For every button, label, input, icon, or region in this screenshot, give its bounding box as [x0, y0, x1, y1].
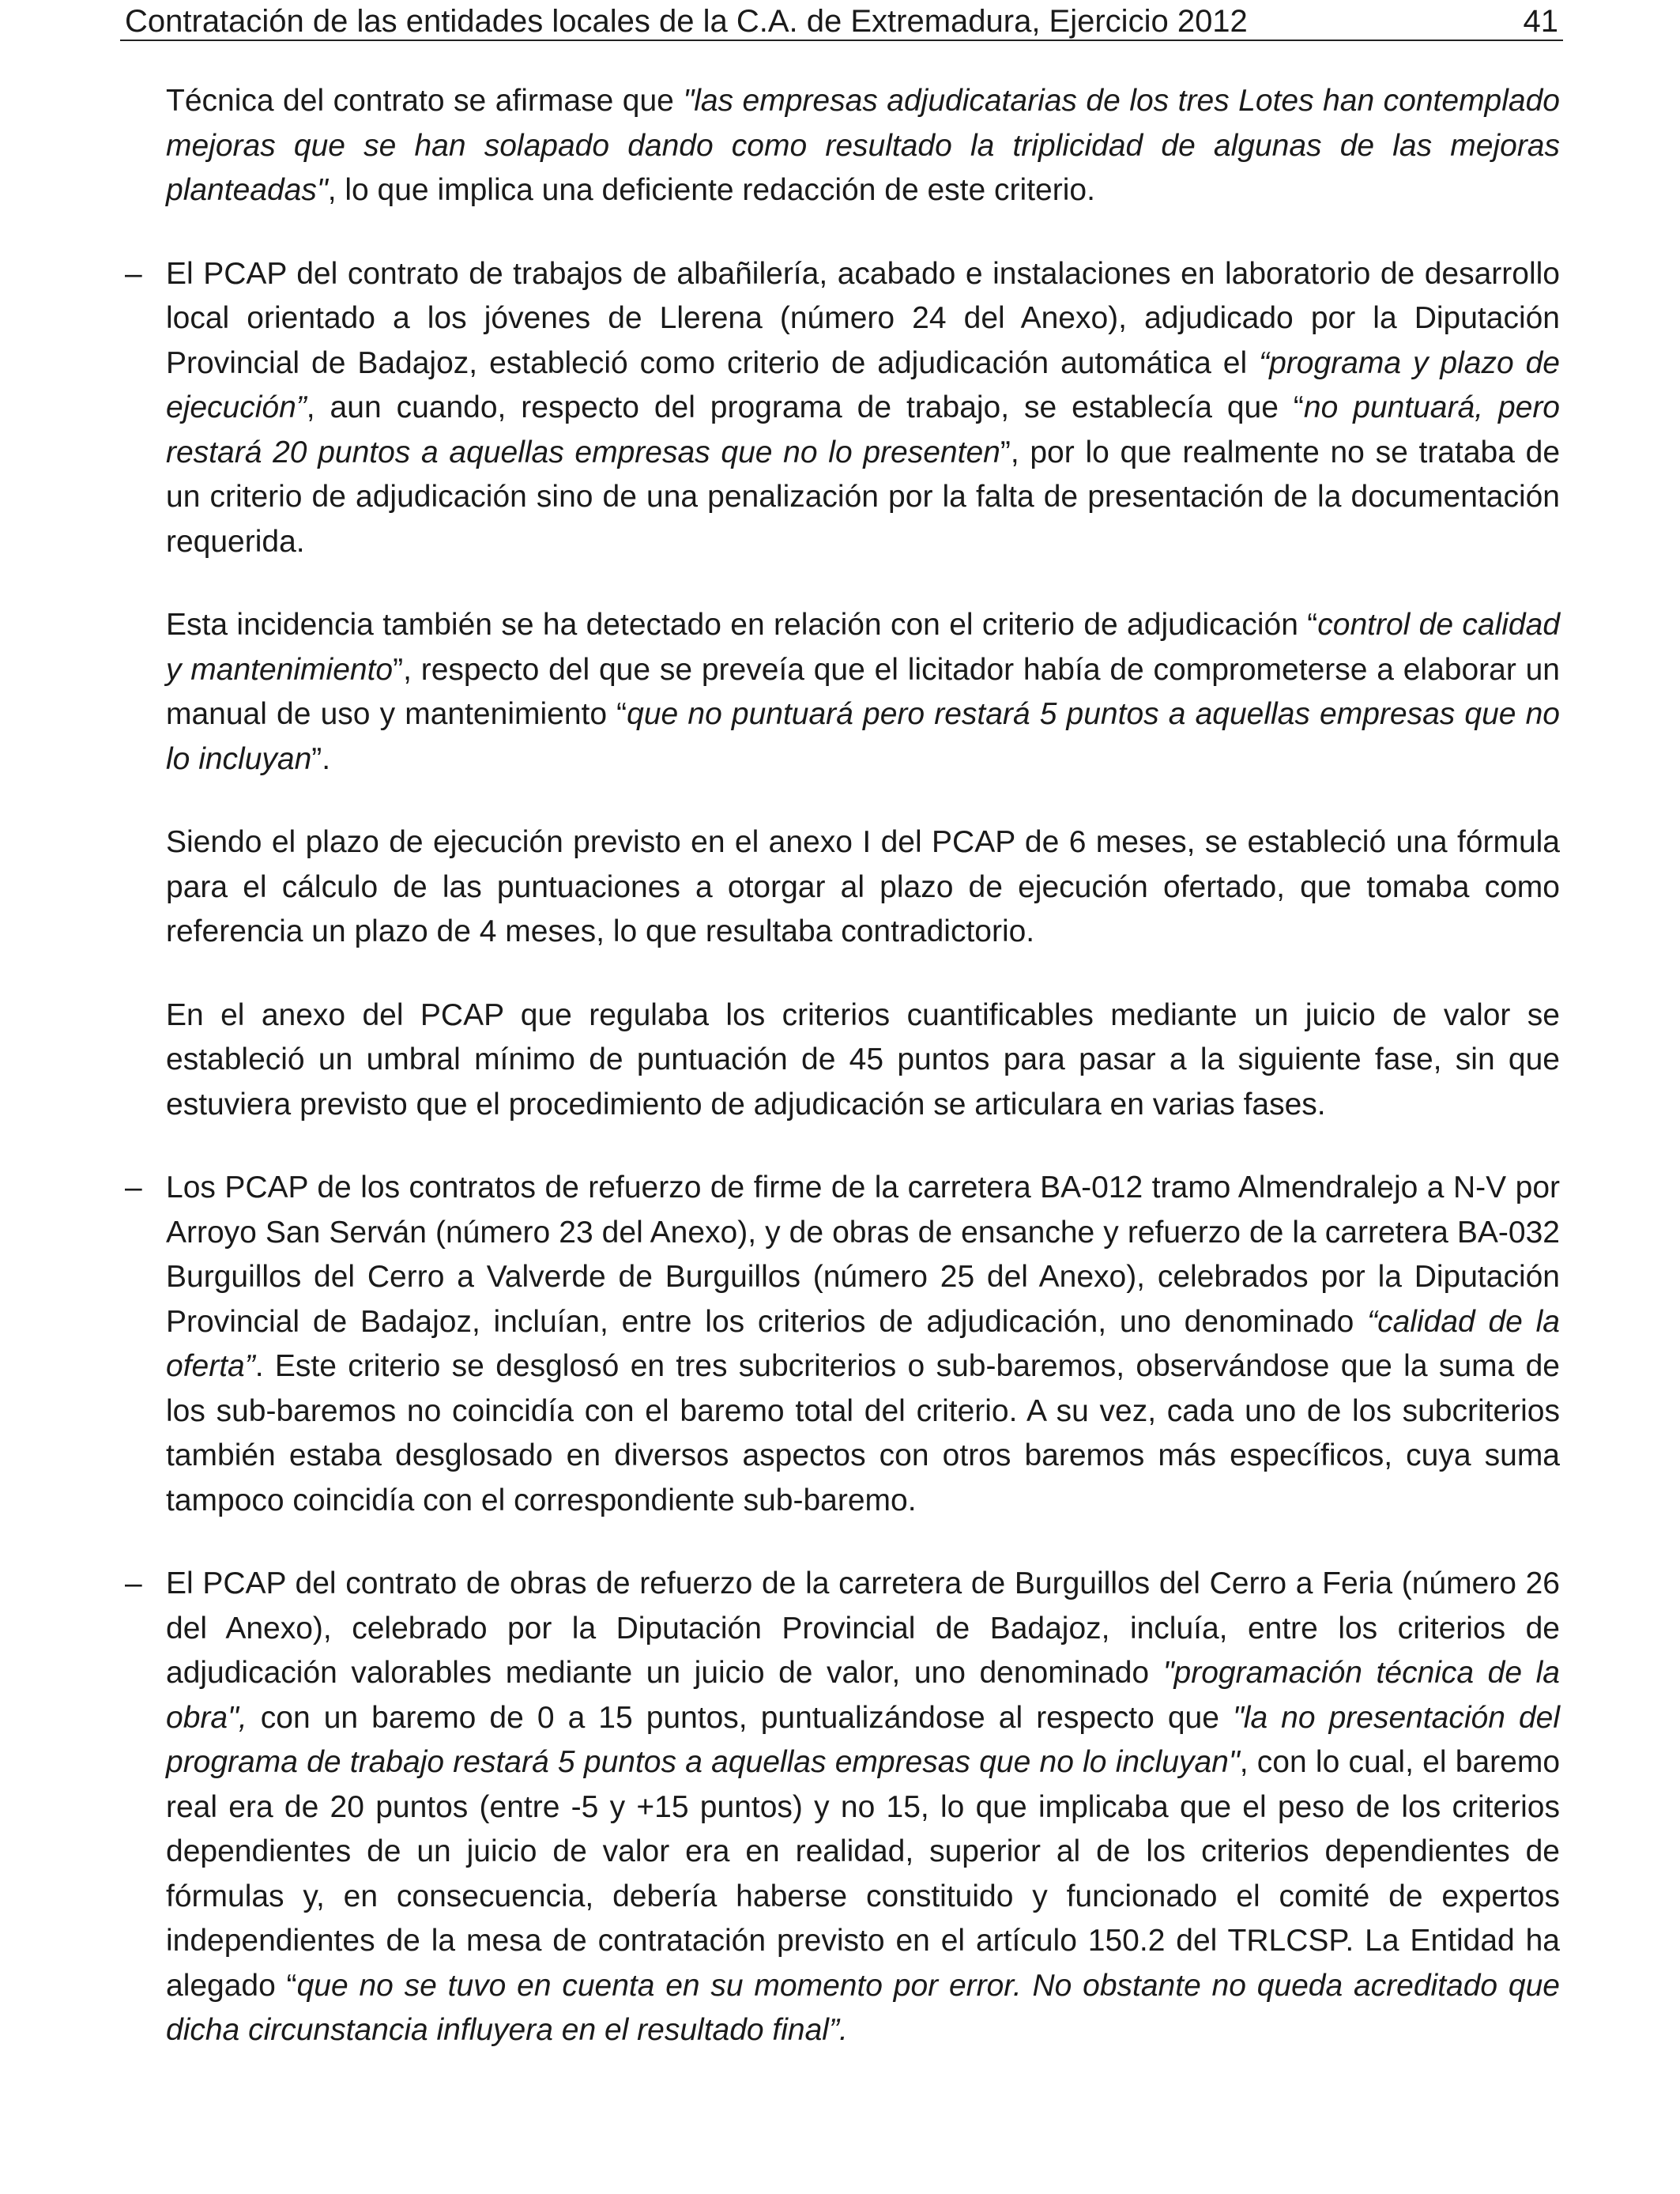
paragraph [166, 820, 1560, 955]
text-run-italic: no puntuará, pero restará 20 puntos a aquellas empresas que no lo presenten [166, 390, 1560, 469]
paragraph [166, 79, 1560, 213]
text-run: En el anexo del PCAP que regulaba los criterios cuantificables mediante un juicio de valor se estableció un umbral mínimo de puntuación de 45 puntos para pasar a la siguiente fase, sin que estuviera previsto que el procedimiento de adjudicación se articulara en varias fases. [166, 997, 1560, 1122]
dash-list-item [166, 1562, 1560, 2053]
text-run-italic: “calidad de la oferta” [166, 1304, 1560, 1383]
text-run: , lo que implica una deficiente redacción de este criterio. [327, 173, 1095, 207]
text-run: El PCAP del contrato de trabajos de albañilería, acabado e instalaciones en laboratorio de desarrollo local orientado a los jóvenes de Llerena (número 24 del Anexo), adjudicado por la Diputación Provincial de Badajoz, estableció como criterio de adjudicación automática el [166, 256, 1560, 380]
text-run-italic: que no se tuvo en cuenta en su momento por error. No obstante no queda acreditado que dicha circunstancia influyera en el resultado final”. [166, 1968, 1560, 2047]
text-run-italic: "la no presentación del programa de trabajo restará 5 puntos a aquellas empresas que no lo incluyan" [166, 1700, 1561, 1779]
text-run: con un baremo de 0 a 15 puntos, puntualizándose al respecto que [247, 1700, 1233, 1735]
text-run: ”, por lo que realmente no se trataba de un criterio de adjudicación sino de una penalización por la falta de presentación de la documentación requerida. [166, 435, 1561, 559]
text-run: . Este criterio se desglosó en tres subcriterios o sub-baremos, observándose que la suma de los sub-baremos no coincidía con el baremo total del criterio. A su vez, cada uno de los subcriterios también estaba desglosado en diversos aspectos con otros baremos más específicos, cuya suma tampoco coincidía con el correspondiente sub-baremo. [166, 1349, 1560, 1517]
page-header [120, 3, 1563, 41]
text-run-italic: “programa y plazo de ejecución” [166, 345, 1560, 424]
text-run-italic: "las empresas adjudicatarias de los tres Lotes han contemplado mejoras que se han solapado dando como resultado la triplicidad de algunas de las mejoras planteadas" [166, 84, 1560, 207]
text-run: , con lo cual, el baremo real era de 20 puntos (entre -5 y +15 puntos) y no 15, lo que implicaba que el peso de los criterios dependientes de un juicio de valor era en realidad, superior al de los criterios dependientes de fórmulas y, en consecuencia, debería haberse constituido y funcionado el comité de expertos independientes de la mesa de contratación previsto en el artículo 150.2 del TRLCSP. La Entidad ha alegado “ [166, 1745, 1561, 2003]
text-run: Esta incidencia también se ha detectado en relación con el criterio de adjudicación “ [166, 608, 1318, 642]
dash-list-item [166, 252, 1560, 565]
text-run-italic: control de calidad y mantenimiento [166, 608, 1561, 687]
text-run-italic: "programación técnica de la obra", [166, 1656, 1560, 1735]
document-body [166, 79, 1560, 2092]
text-run-italic: que no puntuará pero restará 5 puntos a aquellas empresas que no lo incluyan [166, 697, 1561, 776]
dash-list-item [166, 1166, 1560, 1523]
text-run: Siendo el plazo de ejecución previsto en el anexo I del PCAP de 6 meses, se estableció una fórmula para el cálculo de las puntuaciones a otorgar al plazo de ejecución ofertado, que tomaba como referencia un plazo de 4 meses, lo que resultaba contradictorio. [166, 825, 1560, 948]
text-run: ”. [311, 741, 331, 776]
text-run: Los PCAP de los contratos de refuerzo de firme de la carretera BA-012 tramo Almendralejo a N-V por Arroyo San Serván (número 23 del Anexo), y de obras de ensanche y refuerzo de la carretera BA-032 Burguillos del Cerro a Valverde de Burguillos (número 25 del Anexo), celebrados por la Diputación Provincial de Badajoz, incluían, entre los criterios de adjudicación, uno denominado [166, 1171, 1560, 1339]
text-run: El PCAP del contrato de obras de refuerzo de la carretera de Burguillos del Cerro a Feria (número 26 del Anexo), celebrado por la Diputación Provincial de Badajoz, incluía, entre los criterios de adjudicación valorables mediante un juicio de valor, uno denominado [166, 1566, 1560, 1690]
page-number: 41 [1523, 4, 1558, 39]
text-run: ”, respecto del que se preveía que el licitador había de comprometerse a elaborar un manual de uso y mantenimiento “ [166, 652, 1560, 731]
text-run: Técnica del contrato se afirmase que [166, 84, 684, 118]
text-run: , aun cuando, respecto del programa de trabajo, se establecía que “ [306, 390, 1304, 424]
paragraph [166, 603, 1560, 782]
header-title: Contratación de las entidades locales de la C.A. de Extremadura, Ejercicio 2012 [125, 4, 1248, 39]
paragraph [166, 993, 1560, 1128]
